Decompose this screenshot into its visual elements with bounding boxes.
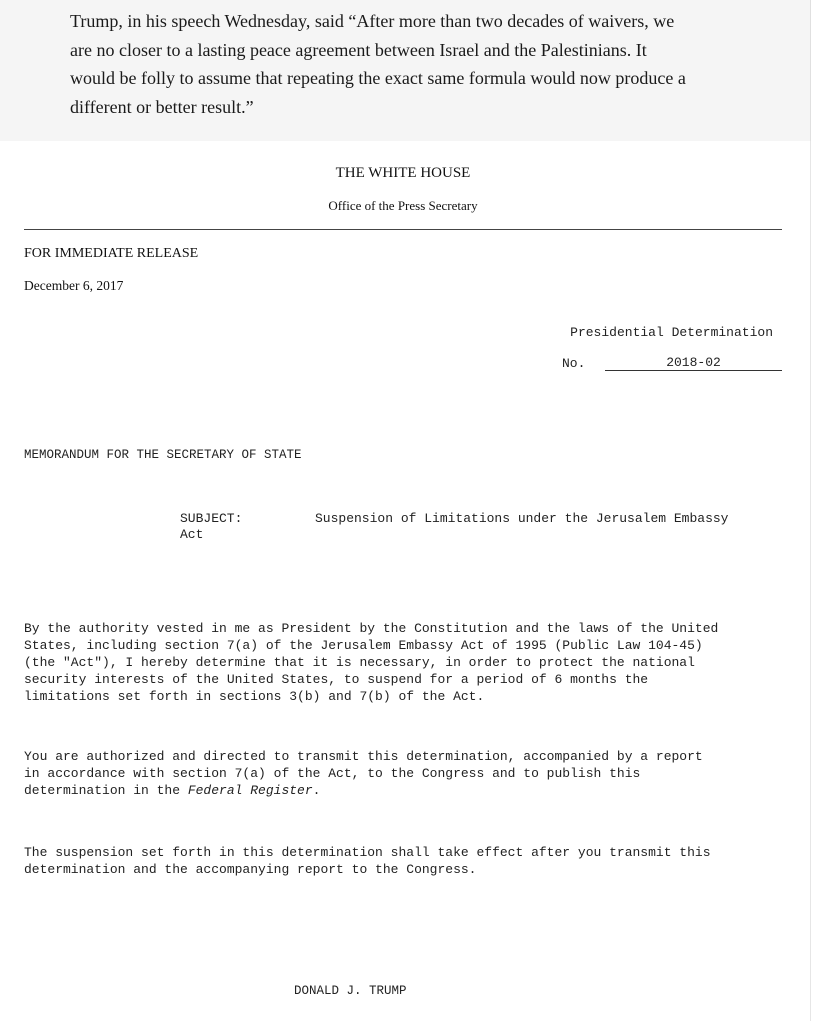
header-divider [24, 229, 782, 230]
pull-quote-text [70, 7, 770, 121]
federal-register-title: Federal Register [187, 783, 313, 798]
quote-line: are no closer to a lasting peace agreement between Israel and the Palestinians. It [70, 39, 647, 60]
body-paragraph-transmit [24, 748, 784, 799]
determination-number-label: No. [562, 356, 586, 371]
paragraph-line: States, including section 7(a) of the Jerusalem Embassy Act of 1995 (Public Law 104-45) [24, 638, 703, 653]
paragraph-line: in accordance with section 7(a) of the Act, to the Congress and to publish this [24, 766, 641, 781]
white-house-title: THE WHITE HOUSE [335, 165, 471, 181]
quote-line: different or better result.” [70, 96, 254, 117]
paragraph-line: determination and the accompanying report to the Congress. [24, 862, 477, 877]
paragraph-line [24, 782, 784, 799]
paragraph-line: The suspension set forth in this determination shall take effect after you transmit this [24, 845, 711, 860]
paragraph-line: By the authority vested in me as President by the Constitution and the laws of the United [24, 621, 719, 636]
release-notice: FOR IMMEDIATE RELEASE [24, 246, 199, 261]
signature: DONALD J. TRUMP [294, 984, 407, 998]
quote-line: would be folly to assume that repeating the exact same formula would now produce a [70, 68, 686, 89]
press-release-document [0, 141, 811, 1021]
determination-label: Presidential Determination [570, 325, 773, 340]
subject-text: Suspension of Limitations under the Jerusalem Embassy [315, 511, 729, 526]
paragraph-line: limitations set forth in sections 3(b) and 7(b) of the Act. [24, 689, 485, 704]
memo-addressee: MEMORANDUM FOR THE SECRETARY OF STATE [24, 448, 302, 462]
determination-number: 2018-02 [605, 355, 782, 371]
paragraph-line-start: determination in the [24, 783, 188, 798]
paragraph-line: (the "Act"), I hereby determine that it is necessary, in order to protect the national [24, 655, 695, 670]
body-paragraph-effect [24, 844, 784, 878]
subject-label: SUBJECT: [180, 511, 243, 526]
release-date: December 6, 2017 [24, 278, 124, 293]
paragraph-line: You are authorized and directed to transmit this determination, accompanied by a report [24, 749, 703, 764]
subject-text-continued: Act [180, 527, 204, 542]
quote-line: Trump, in his speech Wednesday, said “After more than two decades of waivers, we [70, 11, 675, 31]
paragraph-line-end: . [312, 783, 321, 798]
body-paragraph-authority [24, 620, 784, 705]
paragraph-line: security interests of the United States, to suspend for a period of 6 months the [24, 672, 649, 687]
pull-quote-block [0, 0, 811, 141]
press-office-subtitle: Office of the Press Secretary [328, 198, 478, 213]
